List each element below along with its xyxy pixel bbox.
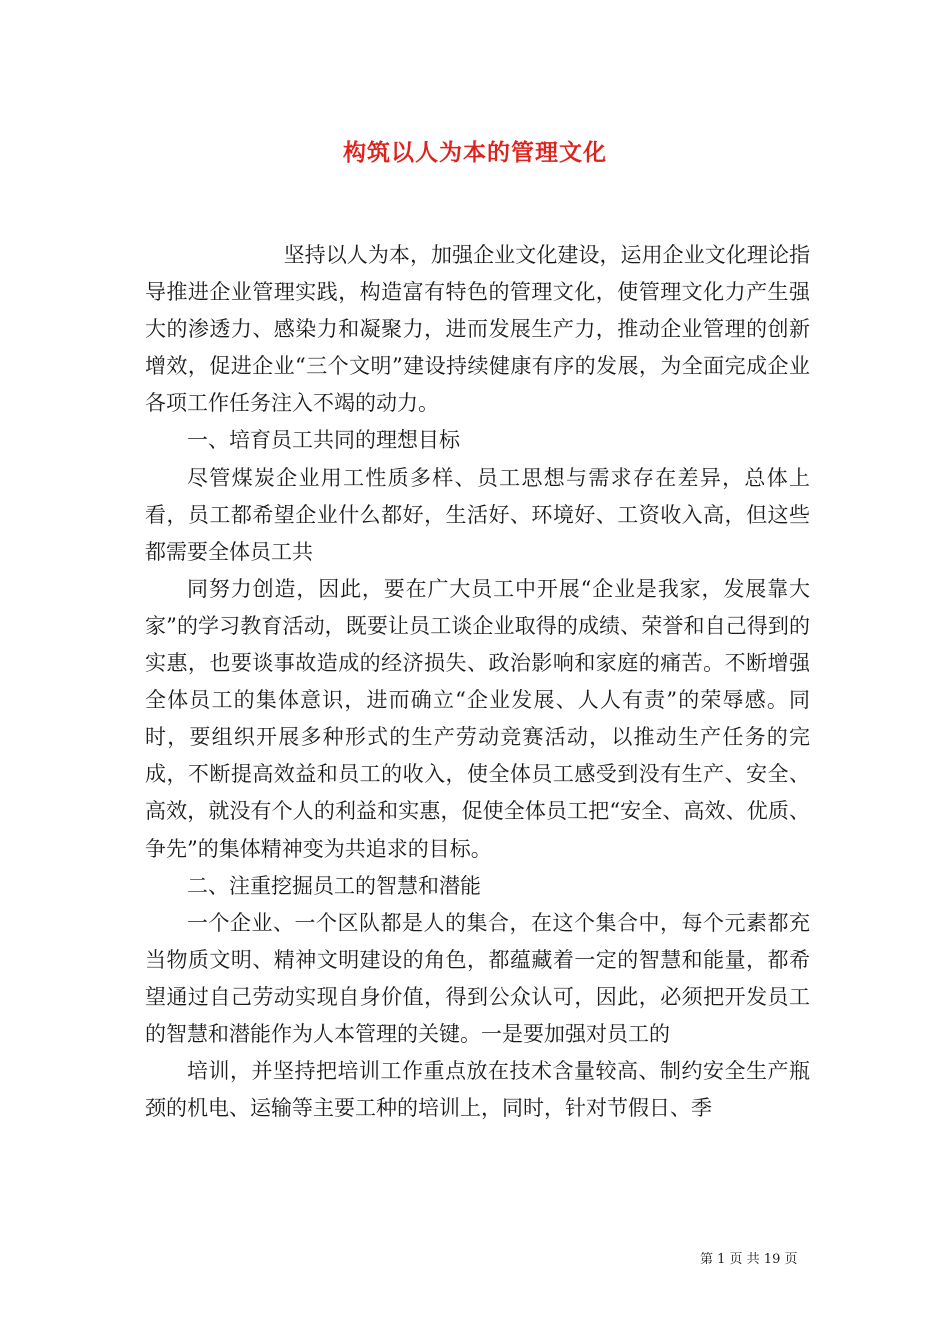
paragraph: 培训，并坚持把培训工作重点放在技术含量较高、制约安全生产瓶颈的机电、运输等主要工种的培训上，同时，针对节假日、季 [145,1059,810,1121]
document-body [145,237,810,1127]
section-heading-1: 一、培育员工共同的理想目标 [187,428,460,453]
paragraph-intro: 坚持以人为本，加强企业文化建设，运用企业文化理论指导推进企业管理实践，构造富有特色的管理文化，使管理文化力产生强大的渗透力、感染力和凝聚力，进而发展生产力，推动企业管理的创新增效，促进企业“三个文明”建设持续健康有序的发展，为全面完成企业各项工作任务注入不竭的动力。 [145,243,810,416]
paragraph: 一个企业、一个区队都是人的集合，在这个集合中，每个元素都充当物质文明、精神文明建设的角色，都蕴藏着一定的智慧和能量，都希望通过自己劳动实现自身价值，得到公众认可，因此，必须把开发员工的智慧和潜能作为人本管理的关键。一是要加强对员工的 [145,910,810,1046]
paragraph: 同努力创造，因此，要在广大员工中开展“企业是我家，发展靠大家”的学习教育活动，既要让员工谈企业取得的成绩、荣誉和自己得到的实惠，也要谈事故造成的经济损失、政治影响和家庭的痛苦。不断增强全体员工的集体意识，进而确立“企业发展、人人有责”的荣辱感。同时，要组织开展多种形式的生产劳动竞赛活动，以推动生产任务的完成，不断提高效益和员工的收入，使全体员工感受到没有生产、安全、高效，就没有个人的利益和实惠，促使全体员工把“安全、高效、优质、争先”的集体精神变为共追求的目标。 [145,576,810,861]
document-title: 构筑以人为本的管理文化 [343,139,607,166]
paragraph: 尽管煤炭企业用工性质多样、员工思想与需求存在差异，总体上看，员工都希望企业什么都好，生活好、环境好、工资收入高，但这些都需要全体员工共 [145,465,810,564]
page-number: 第 1 页 共 19 页 [700,1252,798,1267]
section-heading-2: 二、注重挖掘员工的智慧和潜能 [187,873,481,898]
